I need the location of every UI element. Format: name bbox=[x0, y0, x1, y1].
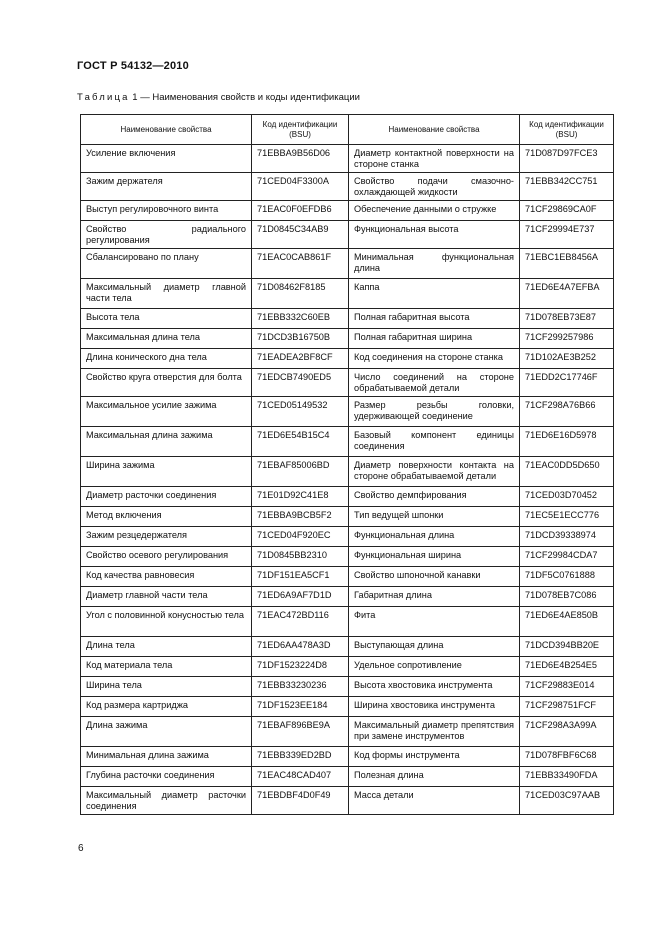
property-name-right: Фита bbox=[349, 607, 520, 637]
property-code-left: 71DCD3B16750B bbox=[252, 329, 349, 349]
property-name-right: Полная габаритная ширина bbox=[349, 329, 520, 349]
property-code-left: 71DF1523EE184 bbox=[252, 697, 349, 717]
property-name-left: Минимальная длина зажима bbox=[81, 747, 252, 767]
property-name-right: Каппа bbox=[349, 279, 520, 309]
property-name-right: Функциональная длина bbox=[349, 527, 520, 547]
table-body bbox=[81, 145, 614, 815]
property-name-left: Максимальный диаметр расточки соединения bbox=[81, 787, 252, 815]
property-name-left: Усиление включения bbox=[81, 145, 252, 173]
property-code-right: 71CF29994E737 bbox=[520, 221, 614, 249]
table-row bbox=[81, 747, 614, 767]
property-code-left: 71EDCB7490ED5 bbox=[252, 369, 349, 397]
property-name-right: Выступающая длина bbox=[349, 637, 520, 657]
property-name-right: Размер резьбы головки, удерживающей соединение bbox=[349, 397, 520, 427]
property-code-right: 71CF29883E014 bbox=[520, 677, 614, 697]
property-code-left: 71E01D92C41E8 bbox=[252, 487, 349, 507]
table-row bbox=[81, 309, 614, 329]
property-name-left: Диаметр расточки соединения bbox=[81, 487, 252, 507]
property-name-right: Свойство демпфирования bbox=[349, 487, 520, 507]
property-name-left: Зажим держателя bbox=[81, 173, 252, 201]
property-code-left: 71D08462F8185 bbox=[252, 279, 349, 309]
table-row bbox=[81, 329, 614, 349]
property-name-right: Ширина хвостовика инструмента bbox=[349, 697, 520, 717]
property-code-left: 71EBB33230236 bbox=[252, 677, 349, 697]
table-caption-prefix: Таблица bbox=[77, 92, 130, 103]
property-code-right: 71EDD2C17746F bbox=[520, 369, 614, 397]
property-code-left: 71ED6E54B15C4 bbox=[252, 427, 349, 457]
property-name-left: Код материала тела bbox=[81, 657, 252, 677]
table-caption-text: 1 — Наименования свойств и коды идентификации bbox=[132, 92, 360, 103]
property-name-left: Свойство радиального регулирования bbox=[81, 221, 252, 249]
property-name-right: Обеспечение данными о стружке bbox=[349, 201, 520, 221]
property-code-left: 71EBAF85006BD bbox=[252, 457, 349, 487]
property-code-left: 71EBBA9B56D06 bbox=[252, 145, 349, 173]
property-name-right: Функциональная высота bbox=[349, 221, 520, 249]
property-code-right: 71ED6E4B254E5 bbox=[520, 657, 614, 677]
property-code-right: 71CF299257986 bbox=[520, 329, 614, 349]
property-name-left: Диаметр главной части тела bbox=[81, 587, 252, 607]
property-code-left: 71EAC472BD116 bbox=[252, 607, 349, 637]
header-bsu-code-left: Код идентификации (BSU) bbox=[252, 115, 349, 145]
table-row bbox=[81, 369, 614, 397]
property-code-right: 71DCD394BB20E bbox=[520, 637, 614, 657]
table-row bbox=[81, 587, 614, 607]
table-row bbox=[81, 657, 614, 677]
table-row bbox=[81, 397, 614, 427]
property-code-right: 71D102AE3B252 bbox=[520, 349, 614, 369]
table-row bbox=[81, 787, 614, 815]
table-row bbox=[81, 637, 614, 657]
property-name-right: Свойство подачи смазочно-охлаждающей жидкости bbox=[349, 173, 520, 201]
property-name-right: Диаметр поверхности контакта на стороне обрабатываемой детали bbox=[349, 457, 520, 487]
property-code-right: 71DF5C0761888 bbox=[520, 567, 614, 587]
property-name-left: Длина зажима bbox=[81, 717, 252, 747]
property-name-left: Свойство круга отверстия для болта bbox=[81, 369, 252, 397]
property-code-left: 71CED04F3300A bbox=[252, 173, 349, 201]
property-name-right: Минимальная функциональная длина bbox=[349, 249, 520, 279]
property-name-left: Выступ регулировочного винта bbox=[81, 201, 252, 221]
property-code-left: 71DF1523224D8 bbox=[252, 657, 349, 677]
property-name-left: Ширина тела bbox=[81, 677, 252, 697]
property-name-right: Код соединения на стороне станка bbox=[349, 349, 520, 369]
properties-table bbox=[80, 114, 614, 815]
property-code-right: 71EAC0DD5D650 bbox=[520, 457, 614, 487]
table-row bbox=[81, 527, 614, 547]
table-row bbox=[81, 457, 614, 487]
property-code-left: 71EAC0CAB861F bbox=[252, 249, 349, 279]
property-code-right: 71EC5E1ECC776 bbox=[520, 507, 614, 527]
property-code-left: 71CED05149532 bbox=[252, 397, 349, 427]
property-code-right: 71CF29869CA0F bbox=[520, 201, 614, 221]
property-name-right: Код формы инструмента bbox=[349, 747, 520, 767]
property-code-right: 71D078EB73E87 bbox=[520, 309, 614, 329]
property-name-left: Максимальное усилие зажима bbox=[81, 397, 252, 427]
property-name-left: Ширина зажима bbox=[81, 457, 252, 487]
page-number: 6 bbox=[78, 843, 84, 854]
property-code-left: 71DF151EA5CF1 bbox=[252, 567, 349, 587]
property-code-left: 71D0845C34AB9 bbox=[252, 221, 349, 249]
table-header bbox=[81, 115, 614, 145]
table-row bbox=[81, 507, 614, 527]
property-name-right: Максимальный диаметр препятствия при замене инструментов bbox=[349, 717, 520, 747]
table-row bbox=[81, 767, 614, 787]
table-caption bbox=[77, 92, 360, 103]
property-code-left: 71EBAF896BE9A bbox=[252, 717, 349, 747]
table-row bbox=[81, 349, 614, 369]
property-code-right: 71CF298751FCF bbox=[520, 697, 614, 717]
property-code-right: 71ED6E4AE850B bbox=[520, 607, 614, 637]
property-name-right: Тип ведущей шпонки bbox=[349, 507, 520, 527]
property-name-right: Удельное сопротивление bbox=[349, 657, 520, 677]
property-name-left: Длина конического дна тела bbox=[81, 349, 252, 369]
property-code-left: 71EAC48CAD407 bbox=[252, 767, 349, 787]
property-code-right: 71CED03D70452 bbox=[520, 487, 614, 507]
property-code-left: 71EBB339ED2BD bbox=[252, 747, 349, 767]
property-name-left: Высота тела bbox=[81, 309, 252, 329]
property-code-right: 71EBC1EB8456A bbox=[520, 249, 614, 279]
property-name-right: Функциональная ширина bbox=[349, 547, 520, 567]
property-code-right: 71ED6E4A7EFBA bbox=[520, 279, 614, 309]
property-code-right: 71CF29984CDA7 bbox=[520, 547, 614, 567]
property-code-right: 71CED03C97AAB bbox=[520, 787, 614, 815]
table-row bbox=[81, 173, 614, 201]
document-header: ГОСТ Р 54132—2010 bbox=[77, 60, 189, 72]
property-name-right: Полезная длина bbox=[349, 767, 520, 787]
property-name-left: Сбалансировано по плану bbox=[81, 249, 252, 279]
property-code-right: 71CF298A76B66 bbox=[520, 397, 614, 427]
property-name-left: Код качества равновесия bbox=[81, 567, 252, 587]
header-property-name-left: Наименование свойства bbox=[81, 115, 252, 145]
property-name-left: Свойство осевого регулирования bbox=[81, 547, 252, 567]
property-name-right: Число соединений на стороне обрабатываемой детали bbox=[349, 369, 520, 397]
table-row bbox=[81, 717, 614, 747]
table-row bbox=[81, 547, 614, 567]
table-row bbox=[81, 145, 614, 173]
table-row bbox=[81, 221, 614, 249]
property-name-right: Масса детали bbox=[349, 787, 520, 815]
property-code-left: 71CED04F920EC bbox=[252, 527, 349, 547]
property-name-left: Код размера картриджа bbox=[81, 697, 252, 717]
property-code-left: 71ED6AA478A3D bbox=[252, 637, 349, 657]
table-row bbox=[81, 567, 614, 587]
property-code-right: 71DCD39338974 bbox=[520, 527, 614, 547]
property-name-right: Габаритная длина bbox=[349, 587, 520, 607]
table-row bbox=[81, 487, 614, 507]
property-name-left: Длина тела bbox=[81, 637, 252, 657]
table-row bbox=[81, 697, 614, 717]
property-name-right: Базовый компонент единицы соединения bbox=[349, 427, 520, 457]
header-property-name-right: Наименование свойства bbox=[349, 115, 520, 145]
property-name-left: Метод включения bbox=[81, 507, 252, 527]
property-code-left: 71EADEA2BF8CF bbox=[252, 349, 349, 369]
property-name-right: Высота хвостовика инструмента bbox=[349, 677, 520, 697]
property-code-left: 71EAC0F0EFDB6 bbox=[252, 201, 349, 221]
table-row bbox=[81, 249, 614, 279]
property-code-right: 71CF298A3A99A bbox=[520, 717, 614, 747]
property-code-right: 71EBB33490FDA bbox=[520, 767, 614, 787]
header-bsu-code-right: Код идентификации (BSU) bbox=[520, 115, 614, 145]
property-name-left: Угол с половинной конусностью тела bbox=[81, 607, 252, 637]
property-code-left: 71EBDBF4D0F49 bbox=[252, 787, 349, 815]
property-code-left: 71ED6A9AF7D1D bbox=[252, 587, 349, 607]
property-code-left: 71D0845BB2310 bbox=[252, 547, 349, 567]
property-code-right: 71D078EB7C086 bbox=[520, 587, 614, 607]
property-name-right: Диаметр контактной поверхности на стороне станка bbox=[349, 145, 520, 173]
table-row bbox=[81, 427, 614, 457]
property-name-left: Максимальный диаметр главной части тела bbox=[81, 279, 252, 309]
table-row bbox=[81, 201, 614, 221]
property-code-right: 71ED6E16D5978 bbox=[520, 427, 614, 457]
property-name-right: Полная габаритная высота bbox=[349, 309, 520, 329]
property-code-right: 71D078FBF6C68 bbox=[520, 747, 614, 767]
property-name-left: Максимальная длина тела bbox=[81, 329, 252, 349]
property-name-left: Глубина расточки соединения bbox=[81, 767, 252, 787]
property-name-right: Свойство шпоночной канавки bbox=[349, 567, 520, 587]
property-code-right: 71EBB342CC751 bbox=[520, 173, 614, 201]
property-code-left: 71EBBA9BCB5F2 bbox=[252, 507, 349, 527]
table-row bbox=[81, 677, 614, 697]
property-name-left: Максимальная длина зажима bbox=[81, 427, 252, 457]
table-row bbox=[81, 607, 614, 637]
table-row bbox=[81, 279, 614, 309]
table-header-row bbox=[81, 115, 614, 145]
property-code-left: 71EBB332C60EB bbox=[252, 309, 349, 329]
property-code-right: 71D087D97FCE3 bbox=[520, 145, 614, 173]
property-name-left: Зажим резцедержателя bbox=[81, 527, 252, 547]
